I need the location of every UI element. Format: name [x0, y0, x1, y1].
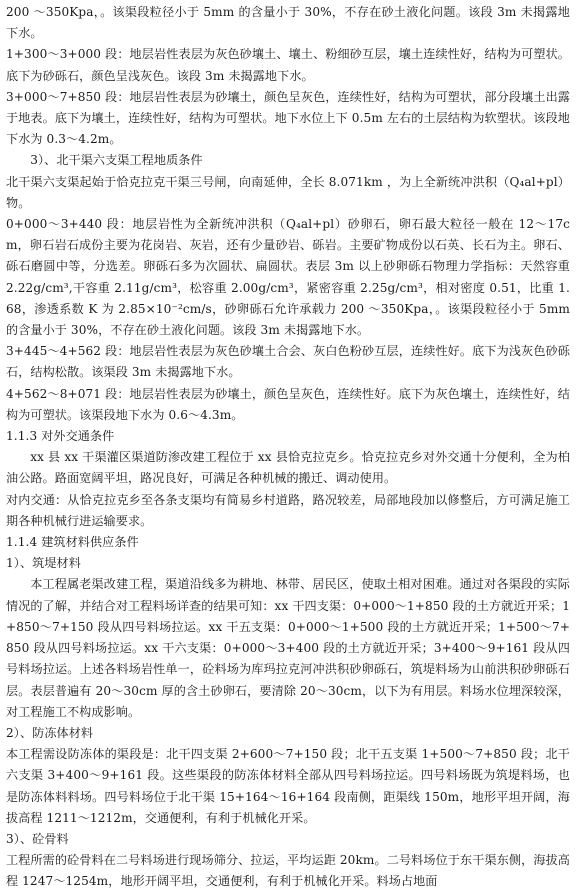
paragraph-p08: 4+562～8+071 段：地层岩性表层为砂壤土，颜色呈灰色，连续性好。底下为灰色壤土，连续性好，结构为可塑状。该渠段地下水为 0.6～4.3m。 [6, 386, 570, 422]
paragraph-p05: 北干渠六支渠起始于恰克拉克干渠三号闸，向南延伸，全长 8.071km ，为上全新统冲洪积（Q₄al+pl）物。 [6, 174, 570, 210]
paragraph-p01: 200 ～350Kpa，。该渠段粒径小于 5mm 的含量小于 30%，不存在砂土液化问题。该段 3m 未揭露地下水。 [6, 5, 570, 41]
subheading-embankment-material: 1）、筑堤材料 [6, 556, 81, 571]
paragraph-p07: 3+445～4+562 段：地层岩性表层为灰色砂壤土合会、灰白色粉砂互层，连续性好。底下为浅灰色砂砾石，结构松散。该渠段 3m 未揭露地下水。 [6, 344, 570, 380]
section-heading-1-1-4: 1.1.4 建筑材料供应条件 [6, 535, 139, 550]
section-heading-1-1-3: 1.1.3 对外交通条件 [6, 429, 115, 444]
paragraph-p14: 本工程属老渠改建工程，渠道沿线多为耕地、林带、居民区，使取土相对困难。通过对各渠段的实际情况的了解，并结合对工程料场详查的结果可知：xx 干四支渠：0+000～1+850 段的土方就近开采；1+850～7+150 段从四号料场拉运。xx 干五支渠：0+000～1+500 段的土方就近开采；1+500～7+850 段从四号料场拉运。xx 干六支渠：0+000～3+400 段的土方就近开采；3+400～9+161 段从四号料场拉运。上述各料场岩性单一，砼料场为库玛拉克河冲洪积砂卵砾石，筑堤料场为山前洪积砂卵砾石层。表层普遍有 20～30cm 厚的含土砂卵石，要清除 20～30cm，以下为有用层。料场水位埋深较深，对工程施工不构成影响。 [6, 577, 570, 719]
paragraph-p11: 对内交通：从恰克拉克乡至各条支渠均有简易乡村道路，路况较差，局部地段加以修整后，方可满足施工期各种机械行进运输要求。 [6, 492, 570, 528]
subheading-concrete-aggregate: 3）、砼骨料 [6, 831, 69, 846]
paragraph-p03: 3+000～7+850 段：地层岩性表层为砂壤土，颜色呈灰色，连续性好，结构为可塑状，部分段壤土出露于地表。底下为壤土，连续性好，结构为可塑状。地下水位上下 0.5m 左右的土层结构为软塑状。该段地下水为 0.3～4.2m。 [6, 89, 570, 147]
paragraph-p10: xx 县 xx 干渠灌区渠道防渗改建工程位于 xx 县恰克拉克乡。恰克拉克乡对外交通十分便利，全为柏油公路。路面宽阔平坦，路况良好，可满足各种机械的搬迁、调动使用。 [6, 450, 570, 486]
paragraph-p06: 0+000～3+440 段：地层岩性为全新统冲洪积（Q₄al+pl）砂卵石，卵石最大粒径一般在 12～17cm，卵石岩石成份主要为花岗岩、灰岩，还有少量砂岩、砾岩。主要矿物成份以石英、长石为主。卵石、砾石磨圆中等，分选差。卵砾石多为次圆状、扁圆状。表层 3m 以上砂卵砾石物理力学指标：天然容重 2.22g/cm³,干容重 2.11g/cm³，松容重 2.00g/cm³，紧密容重 2.25g/cm³，相对密度 0.51，比重 1.68，渗透系数 K 为 2.85×10⁻²cm/s，砂卵砾石允许承载力 200 ～350Kpa，。该渠段粒径小于 5mm 的含量小于 30%，不存在砂土液化问题。该段 3m 未揭露地下水。 [6, 217, 570, 338]
section-heading-north-canal-6: 3）、北干渠六支渠工程地质条件 [30, 153, 203, 168]
subheading-frost-material: 2）、防冻体材料 [6, 725, 94, 740]
paragraph-p02: 1+300～3+000 段：地层岩性表层为灰色砂壤土、壤土、粉细砂互层，壤土连续性好，结构为可塑状。底下为砂砾石，颜色呈浅灰色。该段 3m 未揭露地下水。 [6, 47, 570, 83]
paragraph-p18: 工程所需的砼骨料在二号料场进行现场筛分、拉运，平均运距 20km。二号料场位于东干渠东侧，海拔高程 1247～1254m，地形开阔平坦，交通便利，有利于机械化开采。料场占地面 [6, 853, 570, 889]
document-page [6, 2, 570, 893]
paragraph-p16: 本工程需设防冻体的渠段是：北干四支渠 2+600～7+150 段；北干五支渠 1+500～7+850 段；北干六支渠 3+400～9+161 段。这些渠段的防冻体材料全部从四号料场拉运。四号料场既为筑堤料场，也是防冻体料料场。四号料场位于北干渠 15+164～16+164 段南侧，距渠线 150m，地形平坦开阔，海拔高程 1211～1212m，交通便利，有利于机械化开采。 [6, 747, 570, 825]
